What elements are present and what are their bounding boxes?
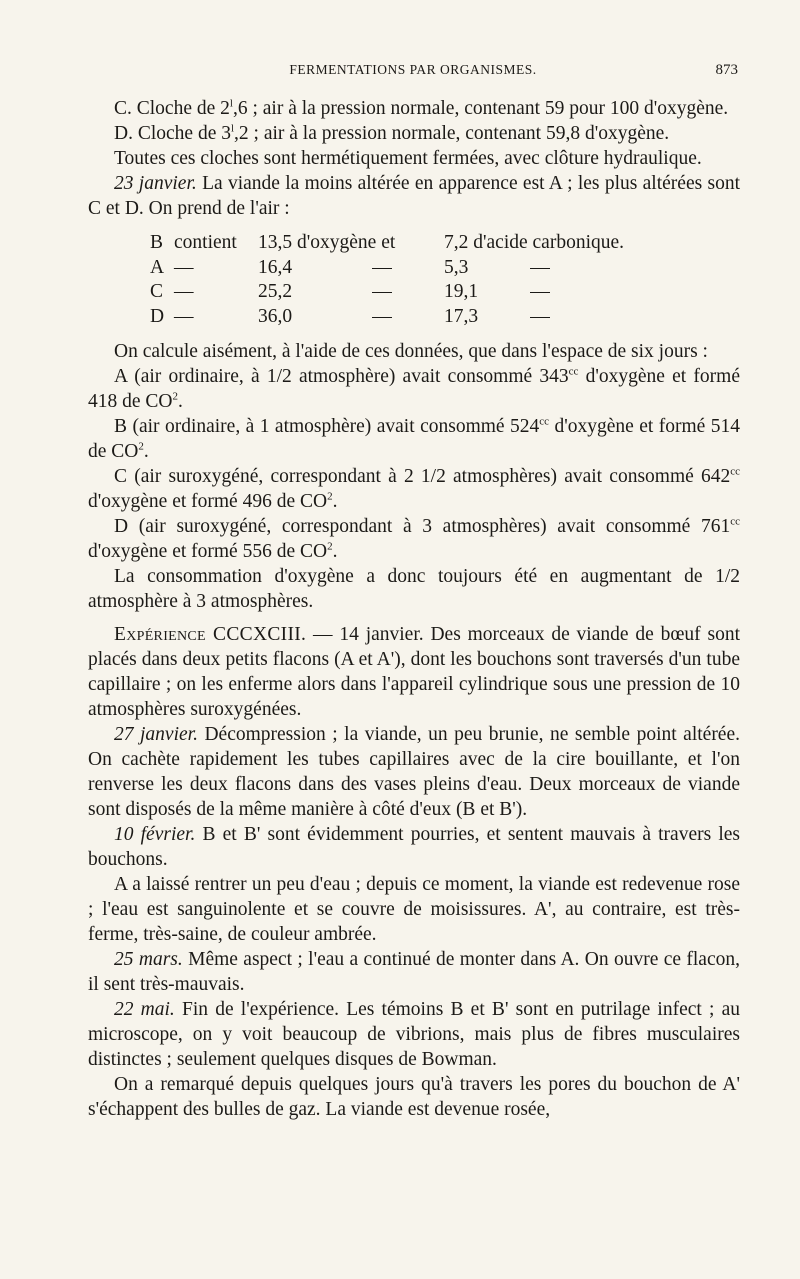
paragraph-b [88,414,740,464]
row-verb: — [174,281,194,302]
running-title: FERMENTATIONS PAR ORGANISMES. [289,62,537,77]
paragraph-consommation: La consommation d'oxygène a donc toujours été en augmentant de 1/2 atmosphère à 3 atmosphères. [88,566,740,612]
experience-label: Expérience CCCXCIII. [114,624,307,645]
air-table-row [150,305,740,330]
paragraph-cloche-c [88,96,740,121]
text: D (air suroxygéné, correspondant à 3 atmosphères) avait consommé 761 [114,516,731,537]
row-label: C [150,281,164,302]
paragraph-last: On a remarqué depuis quelques jours qu'à travers les pores du bouchon de A' s'échappent des bulles de gaz. La viande est devenue rosée, [88,1074,740,1120]
text: d'oxygène et formé 496 de CO [88,491,328,512]
date: 23 janvier. [114,173,197,194]
superscript: l [230,122,235,135]
text: d'oxygène et formé 514 de CO [88,416,740,462]
superscript: cc [568,365,579,378]
page-number: 873 [715,62,738,78]
superscript: l [229,97,233,110]
row-verb: contient [174,232,237,253]
oxygen-value: 36,0 [258,305,293,327]
text: A (air ordinaire, à 1/2 atmosphère) avait consommé 343 [114,366,569,387]
row-label: B [150,232,164,253]
paragraph-experience [88,622,740,722]
paragraph-27-janvier [88,722,740,822]
carbonic-value: 17,3 [444,305,479,327]
ditto-mark [512,280,662,305]
ditto-dash [530,268,550,269]
ditto-mark [354,305,444,330]
text: d'oxygène et formé 556 de CO [88,541,328,562]
text: ,2 ; air à la pression normale, contenant 59,8 d'oxygène. [234,123,670,144]
superscript: 2 [138,440,144,453]
ditto-dash [372,268,392,269]
paragraph-23-janvier [88,171,740,221]
text: — 14 janvier. Des morceaux de viande de bœuf sont placés dans deux petits flacons (A et A'), dont les bouchons sont traversés d'un tube capillaire ; on les enferme alors dans l'appareil cylindrique sous une pression de 10 atmosphères suroxygénées. [88,624,740,720]
carbonic-value: 7,2 d'acide carbonique. [444,232,625,253]
text: C. Cloche de 2 [114,98,230,119]
text: La viande la moins altérée en apparence est A ; les plus altérées sont C et D. On prend de l'air : [88,173,740,219]
paragraph-25-mars [88,947,740,997]
ditto-mark [512,231,662,256]
text: Fin de l'expérience. Les témoins B et B' sont en putrilage infect ; au microscope, on y voit beaucoup de vibrions, mais plus de fibres musculaires distinctes ; seulement quelques disques de Bowman. [88,999,740,1070]
date: 25 mars. [114,949,183,970]
superscript: cc [730,465,740,478]
paragraph-22-mai [88,997,740,1072]
paragraph-calcul: On calcule aisément, à l'aide de ces données, que dans l'espace de six jours : [114,341,708,362]
date: 22 mai. [114,999,175,1020]
text: B (air ordinaire, à 1 atmosphère) avait consommé 524 [114,416,540,437]
ditto-mark [512,256,662,281]
text: B et B' sont évidemment pourries, et sentent mauvais à travers les bouchons. [88,824,740,870]
text: ,6 ; air à la pression normale, contenant 59 pour 100 d'oxygène. [232,98,729,119]
paragraph-d [88,514,740,564]
carbonic-value: 19,1 [444,281,479,302]
air-table-row [150,280,740,305]
text: . [332,541,338,562]
date: 27 janvier. [114,724,198,745]
paragraph-10-fevrier [88,822,740,872]
spacer [88,614,740,622]
page-body [88,96,740,1122]
ditto-mark [512,305,662,330]
ditto-mark [354,231,444,256]
superscript: 2 [172,390,178,403]
carbonic-value: 5,3 [444,256,469,278]
text: d'oxygène et formé 418 de CO [88,366,740,412]
ditto-dash [372,317,392,318]
ditto-dash [530,292,550,293]
text: . [143,441,149,462]
row-label: A [150,256,165,278]
oxygen-value: 13,5 d'oxygène et [258,232,396,253]
paragraph-cloche-d [88,121,740,146]
paragraph-cloches: Toutes ces cloches sont hermétiquement fermées, avec clôture hydraulique. [114,148,702,169]
air-table-row [150,256,740,281]
air-composition-table [150,231,740,329]
superscript: cc [539,415,550,428]
ditto-dash [372,292,392,293]
date: 10 février. [114,824,196,845]
air-table-row [150,231,740,256]
superscript: 2 [327,490,333,503]
superscript: cc [730,515,740,528]
paragraph-a [88,364,740,414]
text: . [332,491,338,512]
oxygen-value: 16,4 [258,256,293,278]
text: Même aspect ; l'eau a continué de monter dans A. On ouvre ce flacon, il sent très-mauvais. [88,949,740,995]
ditto-mark [354,280,444,305]
text: Décompression ; la viande, un peu brunie, ne semble point altérée. On cachète rapidement les tubes capillaires avec de la cire bouillante, et l'on renverse les deux flacons dans des vases pleins d'eau. Deux morceaux de viande sont disposés de la même manière à côté d'eux (B et B'). [88,724,740,820]
paragraph-a-rentrer: A a laissé rentrer un peu d'eau ; depuis ce moment, la viande est redevenue rose ; l'eau est sanguinolente et se couvre de moisissures. A', au contraire, est très-ferme, très-saine, de couleur ambrée. [88,874,740,945]
oxygen-value: 25,2 [258,281,293,302]
paragraph-c [88,464,740,514]
ditto-mark [354,256,444,281]
row-label: D [150,305,165,327]
ditto-dash [530,317,550,318]
superscript: 2 [327,540,333,553]
text: . [178,391,183,412]
text: C (air suroxygéné, correspondant à 2 1/2 atmosphères) avait consommé 642 [114,466,731,487]
text: D. Cloche de 3 [114,123,231,144]
row-verb: — [174,256,194,278]
running-header [88,62,738,84]
row-verb: — [174,305,194,327]
